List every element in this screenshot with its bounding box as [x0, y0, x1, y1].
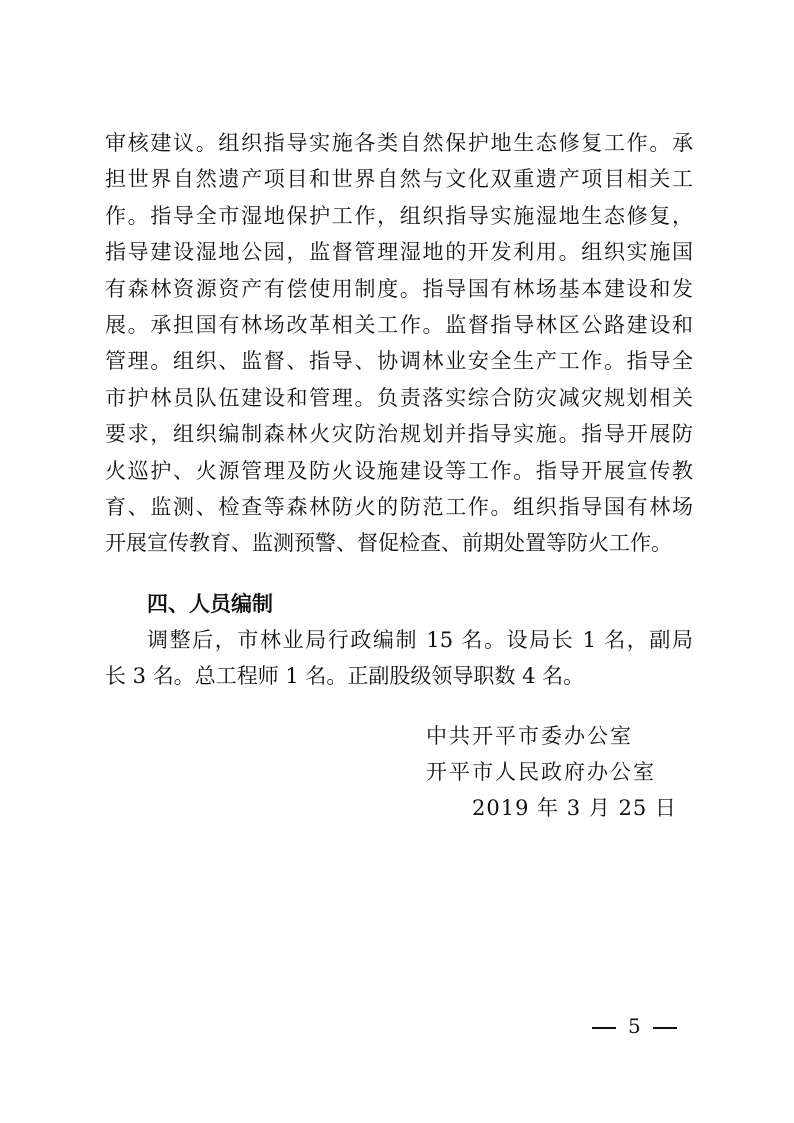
body-line: 担世界自然遗产项目和世界自然与文化双重遗产项目相关工	[105, 167, 693, 192]
body-line: 有森林资源资产有偿使用制度。指导国有林场基本建设和发	[105, 276, 693, 301]
body-line: 开展宣传教育、监测预警、督促检查、前期处置等防火工作。	[105, 531, 672, 556]
signature-org-government-office: 开平市人民政府办公室	[426, 760, 656, 784]
body-line: 指导建设湿地公园，监督管理湿地的开发利用。组织实施国	[105, 240, 693, 265]
body-paragraph	[105, 125, 693, 562]
body-line: 作。指导全市湿地保护工作，组织指导实施湿地生态修复，	[105, 203, 693, 228]
body-line: 展。承担国有林场改革相关工作。监督指导林区公路建设和	[105, 312, 693, 337]
page-number-left-dash	[592, 1027, 616, 1029]
body-line: 审核建议。组织指导实施各类自然保护地生态修复工作。承	[105, 131, 693, 155]
body-line: 要求，组织编制森林火灾防治规划并指导实施。指导开展防	[105, 422, 693, 447]
page-number-value: 5	[628, 1014, 641, 1038]
page-number-right-dash	[653, 1027, 677, 1029]
section-heading: 四、人员编制	[147, 592, 273, 616]
body-line: 育、监测、检查等森林防火的防范工作。组织指导国有林场	[105, 494, 693, 519]
body-line: 火巡护、火源管理及防火设施建设等工作。指导开展宣传教	[105, 458, 693, 483]
body-line: 市护林员队伍建设和管理。负责落实综合防灾减灾规划相关	[105, 385, 693, 410]
signature-date: 2019 年 3 月 25 日	[472, 796, 677, 820]
page-number	[592, 1008, 677, 1044]
staffing-line: 长 3 名。总工程师 1 名。正副股级领导职数 4 名。	[105, 664, 585, 689]
staffing-line: 调整后，市林业局行政编制 15 名。设局长 1 名，副局	[147, 628, 693, 652]
body-line: 管理。组织、监督、指导、协调林业安全生产工作。指导全	[105, 349, 693, 374]
signature-org-party-office: 中共开平市委办公室	[426, 724, 633, 748]
staffing-paragraph	[105, 622, 693, 695]
